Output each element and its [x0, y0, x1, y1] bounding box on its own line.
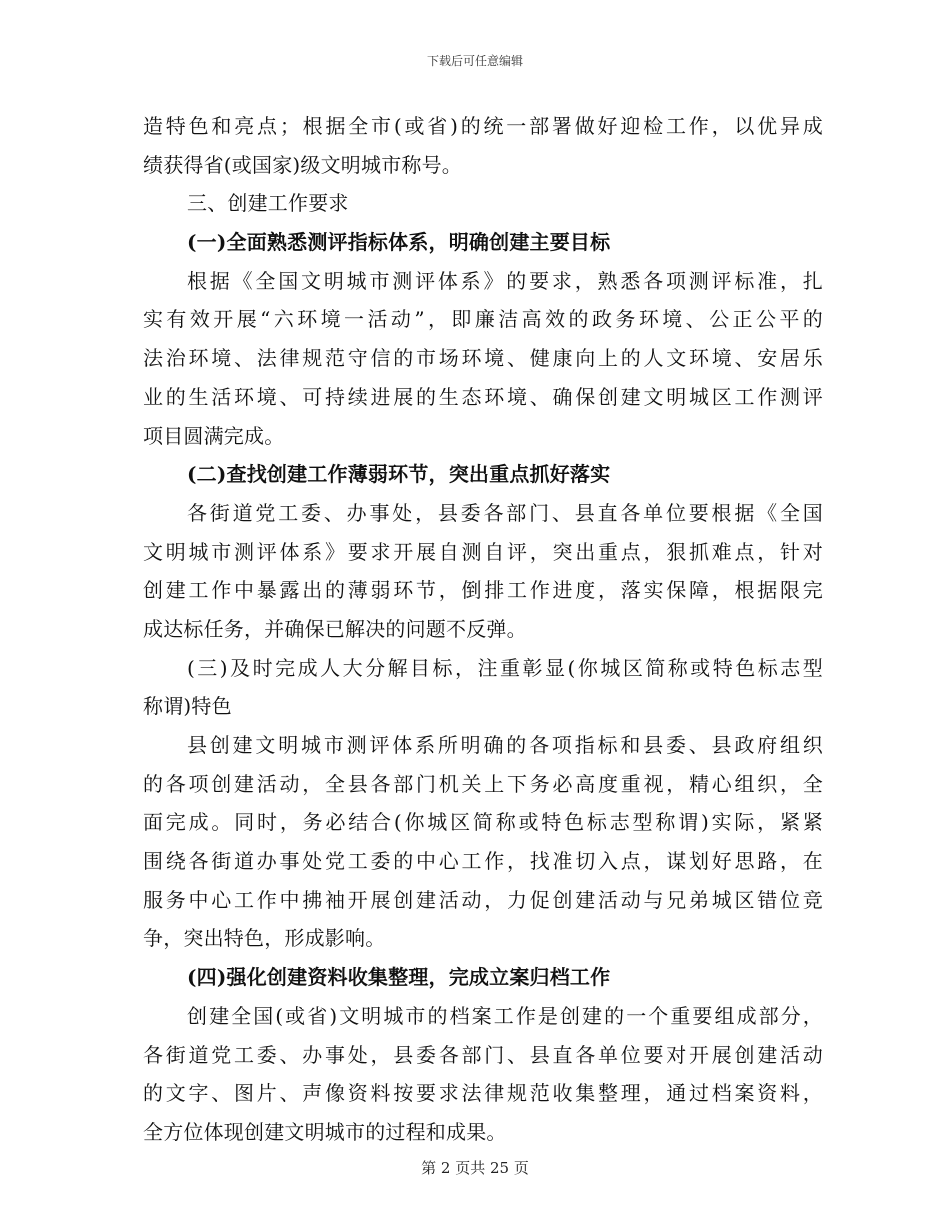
paragraph-line: 法治环境、法律规范守信的市场环境、健康向上的人文环境、安居乐: [143, 346, 823, 371]
subsection-heading: 称谓)特色: [143, 694, 232, 719]
subsection-heading: (四)强化创建资料收集整理，完成立案归档工作: [187, 965, 611, 990]
paragraph-line: 各街道党工委、办事处，县委各部门、县直各单位要根据《全国: [187, 500, 823, 525]
paragraph-line: 全方位体现创建文明城市的过程和成果。: [143, 1119, 507, 1144]
subsection-heading: (二)查找创建工作薄弱环节，突出重点抓好落实: [187, 462, 611, 487]
paragraph-line: 实有效开展“六环境一活动”，即廉洁高效的政务环境、公正公平的: [143, 307, 823, 332]
paragraph-line: 根据《全国文明城市测评体系》的要求，熟悉各项测评标准，扎: [187, 268, 823, 293]
document-body: [143, 107, 823, 1152]
paragraph-line: 服务中心工作中拂袖开展创建活动，力促创建活动与兄弟城区错位竞: [143, 887, 823, 912]
subsection-heading: (三)及时完成人大分解目标，注重彰显(你城区简称或特色标志型: [187, 655, 823, 680]
paragraph-line: 的文字、图片、声像资料按要求法律规范收集整理，通过档案资料，: [143, 1081, 823, 1106]
paragraph-line: 造特色和亮点；根据全市(或省)的统一部署做好迎检工作，以优异成: [143, 114, 823, 138]
paragraph-line: 创建全国(或省)文明城市的档案工作是创建的一个重要组成部分，: [187, 1003, 823, 1028]
paragraph-line: 业的生活环境、可持续进展的生态环境、确保创建文明城区工作测评: [143, 384, 823, 409]
paragraph-line: 成达标任务，并确保已解决的问题不反弹。: [143, 616, 527, 641]
paragraph-line: 绩获得省(或国家)级文明城市称号。: [143, 152, 463, 177]
paragraph-line: 县创建文明城市测评体系所明确的各项指标和县委、县政府组织: [187, 733, 823, 757]
paragraph-line: 争，突出特色，形成影响。: [143, 926, 386, 951]
paragraph-line: 文明城市测评体系》要求开展自测自评，突出重点，狠抓难点，针对: [143, 539, 823, 564]
paragraph-line: 面完成。同时，务必结合(你城区简称或特色标志型称谓)实际，紧紧: [143, 810, 823, 835]
section-heading: 三、创建工作要求: [187, 191, 349, 216]
page-header: 下载后可任意编辑: [426, 54, 523, 68]
paragraph-line: 的各项创建活动，全县各部门机关上下务必高度重视，精心组织，全: [143, 771, 823, 796]
paragraph-line: 各街道党工委、办事处，县委各部门、县直各单位要对开展创建活动: [143, 1042, 823, 1067]
paragraph-line: 创建工作中暴露出的薄弱环节，倒排工作进度，落实保障，根据限完: [143, 578, 823, 603]
page-footer: 第 2 页共 25 页: [421, 1159, 529, 1177]
subsection-heading: (一)全面熟悉测评指标体系，明确创建主要目标: [187, 230, 611, 255]
paragraph-line: 围绕各街道办事处党工委的中心工作，找准切入点，谋划好思路，在: [143, 849, 823, 874]
paragraph-line: 项目圆满完成。: [143, 423, 285, 448]
